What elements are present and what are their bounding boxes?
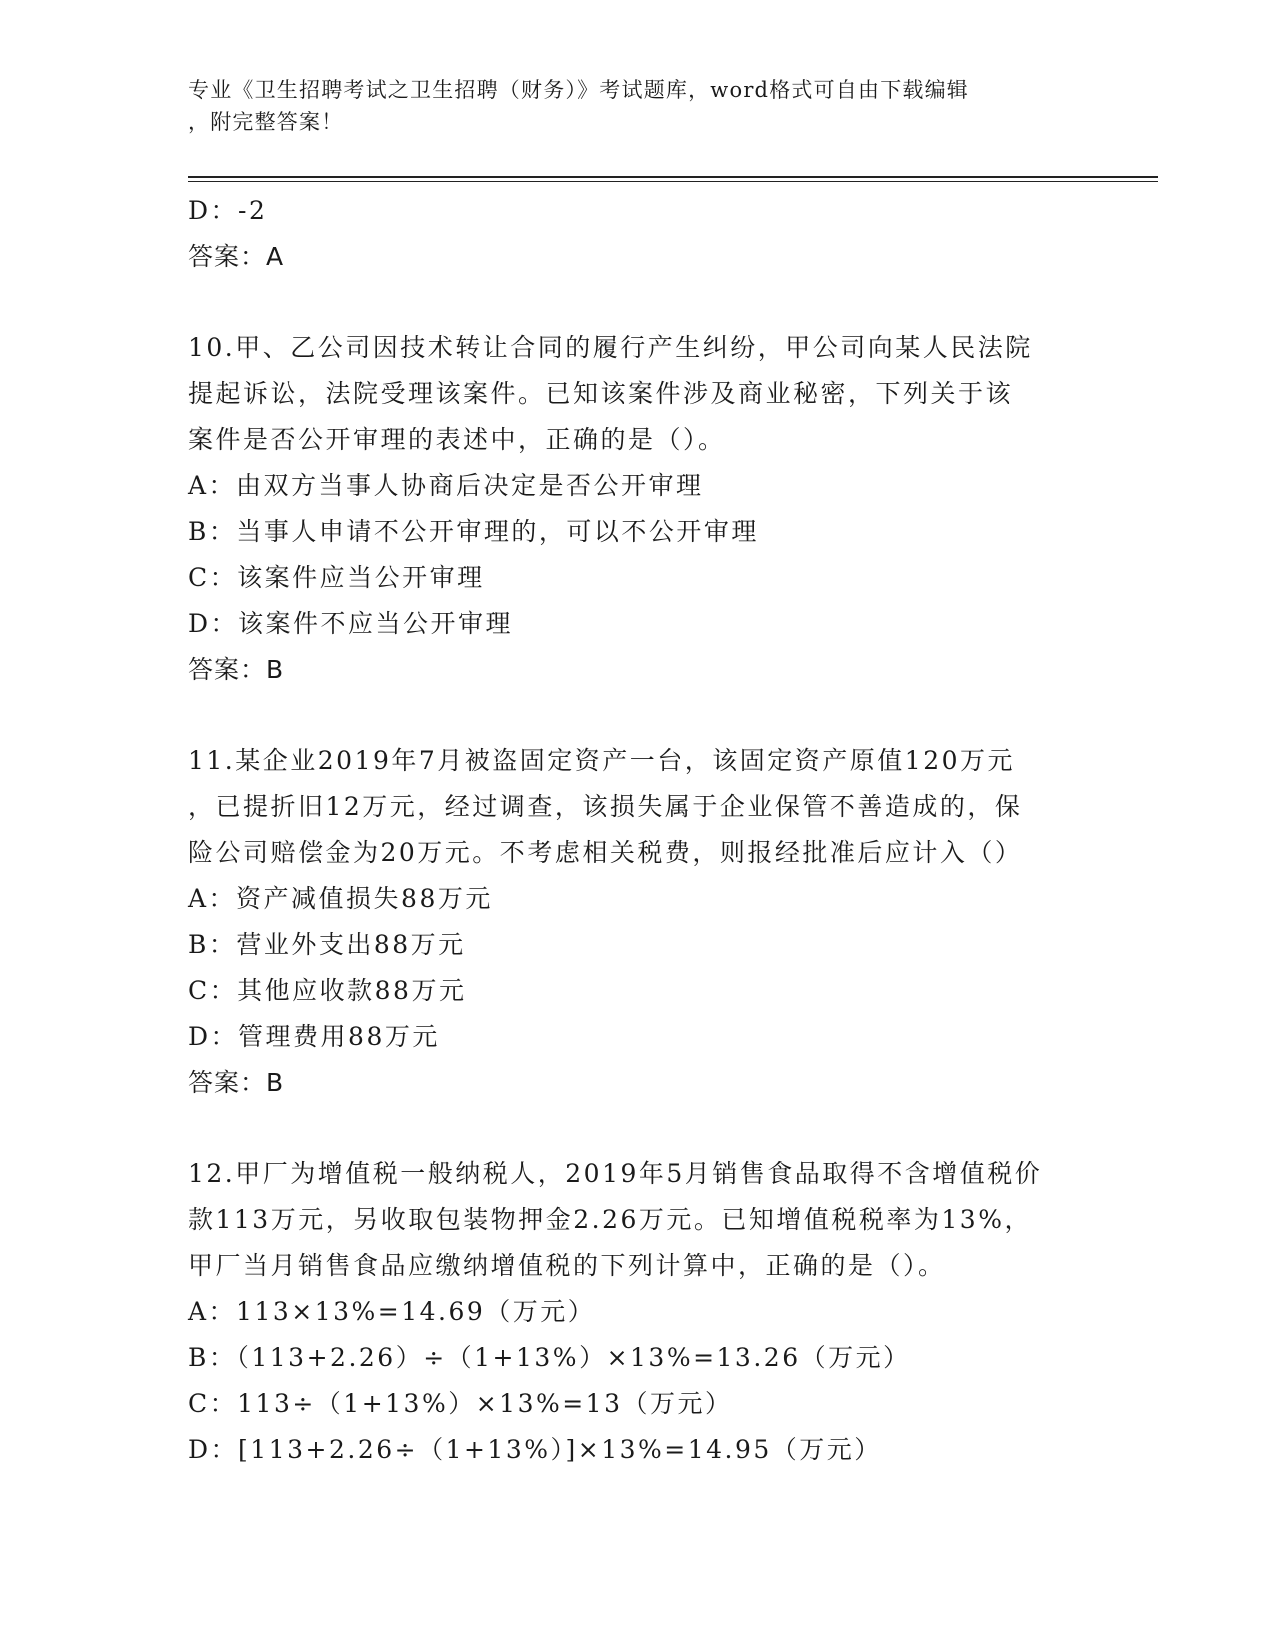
prev-answer: 答案：A [188, 242, 285, 271]
option-d: D：[113+2.26÷（1+13%）]×13%=14.95（万元） [188, 1435, 882, 1464]
spacer [188, 1106, 1088, 1151]
question-10 [188, 325, 1088, 693]
option-c: C：该案件应当公开审理 [188, 563, 485, 592]
option-b: B：当事人申请不公开审理的，可以不公开审理 [188, 517, 759, 546]
option-a: A：由双方当事人协商后决定是否公开审理 [188, 471, 704, 500]
question-text-line: 款113万元，另收取包装物押金2.26万元。已知增值税税率为13%， [188, 1205, 1032, 1234]
question-text-line: 甲厂当月销售食品应缴纳增值税的下列计算中，正确的是（）。 [188, 1251, 946, 1280]
question-text-line: 险公司赔偿金为20万元。不考虑相关税费，则报经批准后应计入（） [188, 838, 1023, 867]
option-b: B：营业外支出88万元 [188, 930, 466, 959]
spacer [188, 693, 1088, 738]
option-d: D：管理费用88万元 [188, 1022, 440, 1051]
option-a: A：资产减值损失88万元 [188, 884, 493, 913]
question-text-line: 提起诉讼，法院受理该案件。已知该案件涉及商业秘密，下列关于该 [188, 379, 1014, 408]
question-11 [188, 738, 1088, 1106]
header-divider-thin [188, 181, 1158, 182]
option-d: D：该案件不应当公开审理 [188, 609, 514, 638]
spacer [188, 280, 1088, 325]
answer: 答案：B [188, 1068, 285, 1097]
option-b: B：（113+2.26）÷（1+13%）×13%=13.26（万元） [188, 1343, 911, 1372]
document-header [188, 74, 1068, 138]
question-text-line: ，已提折旧12万元，经过调查，该损失属于企业保管不善造成的，保 [188, 792, 1023, 821]
answer: 答案：B [188, 655, 285, 684]
question-text-line: 11.某企业2019年7月被盗固定资产一台，该固定资产原值120万元 [188, 746, 1016, 775]
option-c: C：113÷（1+13%）×13%=13（万元） [188, 1389, 733, 1418]
header-line-2: ，附完整答案！ [188, 110, 344, 134]
option-c: C：其他应收款88万元 [188, 976, 467, 1005]
header-line-1: 专业《卫生招聘考试之卫生招聘（财务）》考试题库，word格式可自由下载编辑 [188, 78, 969, 102]
document-body [188, 188, 1088, 1473]
option-a: A：113×13%=14.69（万元） [188, 1297, 596, 1326]
prev-option-d: D：-2 [188, 196, 268, 225]
question-12 [188, 1151, 1088, 1473]
header-divider-thick [188, 176, 1158, 178]
question-text-line: 10.甲、乙公司因技术转让合同的履行产生纠纷，甲公司向某人民法院 [188, 333, 1033, 362]
question-text-line: 12.甲厂为增值税一般纳税人，2019年5月销售食品取得不含增值税价 [188, 1159, 1043, 1188]
question-text-line: 案件是否公开审理的表述中，正确的是（）。 [188, 425, 726, 454]
